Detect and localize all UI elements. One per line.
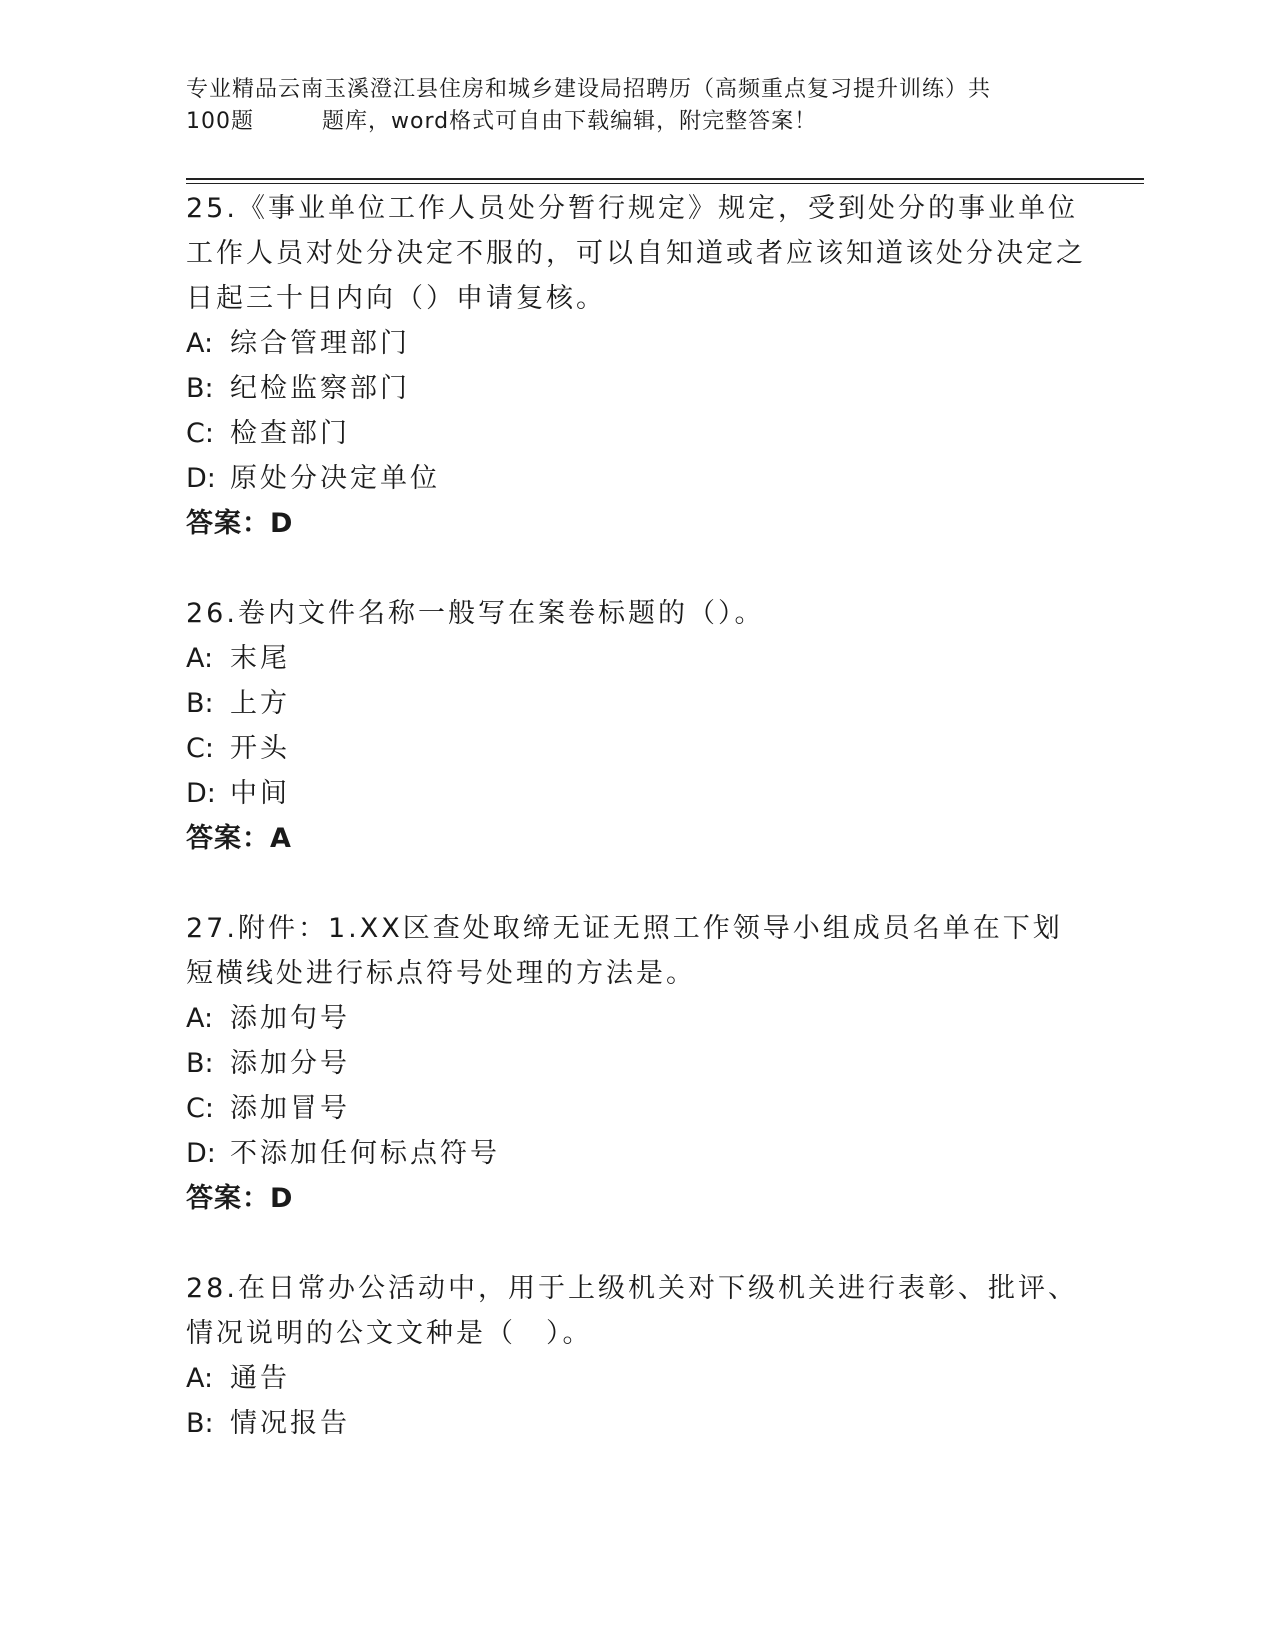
- option-a: A: 添加句号: [186, 1003, 350, 1034]
- option-b: B: 上方: [186, 688, 290, 719]
- question-26: [186, 591, 1086, 861]
- question-25: [186, 186, 1086, 546]
- header-line-2: [186, 106, 1086, 138]
- option-a: A: 综合管理部门: [186, 328, 410, 359]
- question-stem: 27.附件：1.XX区查处取缔无证无照工作领导小组成员名单在下划短横线处进行标点符号处理的方法是。: [186, 913, 1063, 989]
- question-28: [186, 1266, 1086, 1446]
- header-count: 100题: [186, 109, 254, 134]
- question-list: [186, 186, 1086, 1446]
- option-d: D: 原处分决定单位: [186, 463, 440, 494]
- option-a: A: 末尾: [186, 643, 290, 674]
- question-stem: 25.《事业单位工作人员处分暂行规定》规定，受到处分的事业单位工作人员对处分决定不服的，可以自知道或者应该知道该处分决定之日起三十日内向（）申请复核。: [186, 193, 1086, 314]
- option-c: C: 检查部门: [186, 418, 350, 449]
- answer: 答案：D: [186, 508, 294, 539]
- option-c: C: 开头: [186, 733, 290, 764]
- option-d: D: 不添加任何标点符号: [186, 1138, 500, 1169]
- header-divider-thin: [186, 183, 1144, 184]
- option-d: D: 中间: [186, 778, 290, 809]
- question-stem: 28.在日常办公活动中，用于上级机关对下级机关进行表彰、批评、情况说明的公文文种是（ ）。: [186, 1273, 1078, 1349]
- option-b: B: 纪检监察部门: [186, 373, 410, 404]
- option-b: B: 情况报告: [186, 1408, 350, 1439]
- option-b: B: 添加分号: [186, 1048, 350, 1079]
- question-27: [186, 906, 1086, 1221]
- option-c: C: 添加冒号: [186, 1093, 350, 1124]
- document-header: [186, 74, 1086, 138]
- answer: 答案：D: [186, 1183, 294, 1214]
- header-line-1: 专业精品云南玉溪澄江县住房和城乡建设局招聘历（高频重点复习提升训练）共: [186, 77, 992, 102]
- header-description: 题库，word格式可自由下载编辑，附完整答案！: [322, 109, 818, 134]
- answer: 答案：A: [186, 823, 292, 854]
- option-a: A: 通告: [186, 1363, 290, 1394]
- question-stem: 26.卷内文件名称一般写在案卷标题的（）。: [186, 598, 765, 629]
- header-divider-thick: [186, 178, 1144, 180]
